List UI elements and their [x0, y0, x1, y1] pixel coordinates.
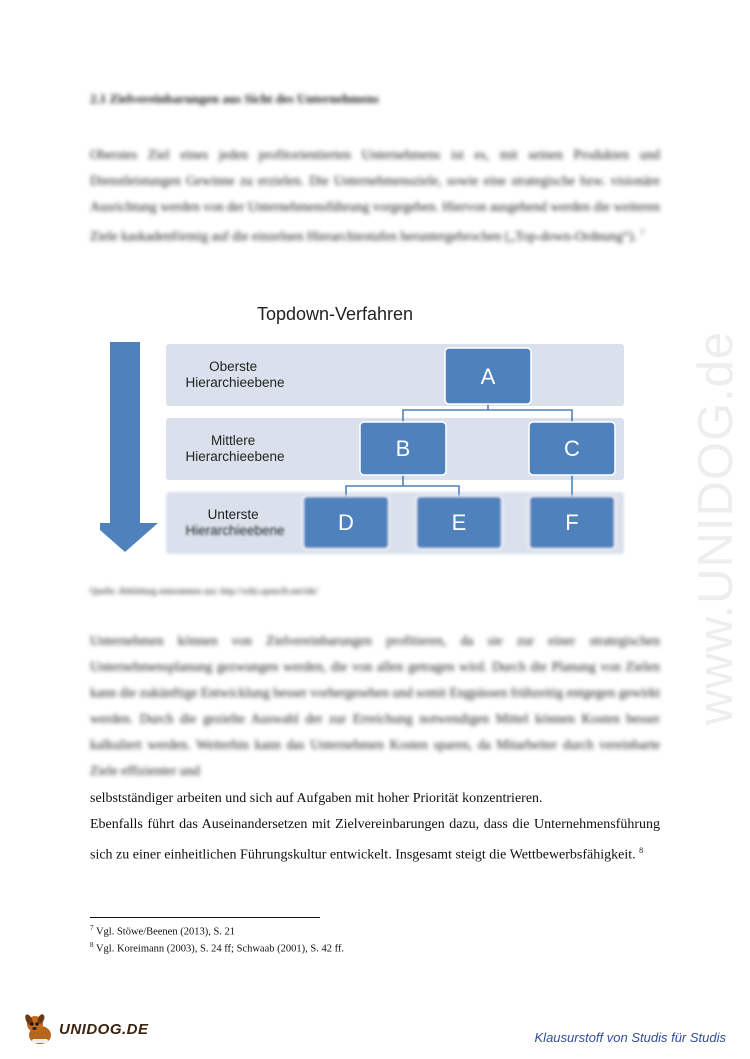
footnotes: [90, 922, 344, 955]
node-f-label: F: [565, 510, 579, 535]
footnote-text: Vgl. Koreimann (2003), S. 24 ff; Schwaab (2001), S. 42 ff.: [95, 943, 345, 954]
footnote-item: [90, 922, 344, 939]
paragraph-conclusion-text: Ebenfalls führt das Auseinandersetzen mit Zielvereinbarungen dazu, dass die Unternehmensführung sich zu einer einheitlichen Führungskultur entwickelt. Insgesamt steigt die Wettbewerbsfähigkeit.: [90, 817, 660, 863]
footnote-number: 7: [90, 924, 94, 932]
level-label-middle-line2: Hierarchieebene: [185, 449, 285, 464]
unidog-logo: [23, 1013, 149, 1045]
node-a: [445, 348, 531, 404]
node-b-label: B: [395, 436, 411, 461]
footnote-ref-7: 7: [640, 228, 645, 237]
footnote-ref-8: 8: [639, 846, 644, 855]
paragraph-intro: [90, 142, 660, 250]
footnote-text: Vgl. Stöwe/Beenen (2013), S. 21: [95, 926, 236, 938]
paragraph-benefits: Unternehmen können von Zielvereinbarungen profitieren, da sie zur einer strategischen Unternehmensplanung gezwungen werden, die von allen getragen wird. Durch die Planung von Zielen kann die zukünftige Entwicklung besser vorhergesehen und somit Engpässen frühzeitig entgegen gewirkt werden. Durch die gezielte Auswahl der zur Erreichung notwendigen Mittel können Kosten besser kalkuliert werden. Weiterhin kann das Unternehmen Kosten sparen, da Mitarbeiter durch vereinbarte Ziele effizienter und: [90, 633, 660, 778]
logo-text: UNIDOG.DE: [59, 1020, 149, 1038]
footer-tagline: Klausurstoff von Studis für Studis: [534, 1030, 726, 1045]
dog-mascot-icon: [23, 1013, 57, 1045]
node-b: [360, 422, 446, 475]
node-e-label: E: [451, 510, 467, 535]
level-label-bottom-line2: Hierarchieebene: [185, 523, 285, 538]
level-label-top-line1: Oberste: [209, 359, 258, 374]
diagram-title: Topdown-Verfahren: [256, 304, 414, 324]
node-d: [303, 496, 389, 549]
node-f: [529, 496, 615, 549]
paragraph-conclusion: [90, 812, 660, 869]
node-e: [416, 496, 502, 549]
down-arrow-icon: [100, 342, 158, 552]
level-label-bottom-line1: Unterste: [207, 507, 259, 522]
paragraph-benefits-end: selbstständiger arbeiten und sich auf Aufgaben mit hoher Priorität konzentrieren.: [90, 791, 543, 806]
level-label-top-line2: Hierarchieebene: [185, 375, 285, 390]
topdown-diagram-svg: [100, 295, 640, 565]
level-label-middle-line1: Mittlere: [210, 433, 256, 448]
footnote-number: 8: [90, 940, 94, 949]
section-heading: 2.1 Zielvereinbarungen aus Sicht des Unternehmens: [90, 91, 379, 106]
footnote-separator: [90, 917, 320, 918]
paragraph-intro-text: Oberstes Ziel eines jeden profitorientierten Unternehmens ist es, mit seinen Produkten und Dienstleistungen Gewinne zu erzielen. Die Unternehmensziele, sowie eine strategische bzw. visionäre Ausrichtung werden von der Unternehmensführung vorgegeben. Hiervon ausgehend werden die weiteren Ziele kaskadenförmig auf die einzelnen Hierarchiestufen heruntergebrochen („Top-down-Ordnung“).: [90, 147, 660, 244]
node-a-label: A: [480, 364, 496, 389]
node-c-label: C: [564, 436, 580, 461]
figure-caption: Quelle: Abbildung entnommen aus: http://wiki.openclb.net/ide/: [90, 586, 318, 596]
watermark: www.UNIDOG.de: [689, 330, 743, 725]
node-c: [529, 422, 615, 475]
footnote-item: [90, 939, 344, 956]
node-d-label: D: [338, 510, 354, 535]
topdown-diagram: [100, 295, 640, 565]
